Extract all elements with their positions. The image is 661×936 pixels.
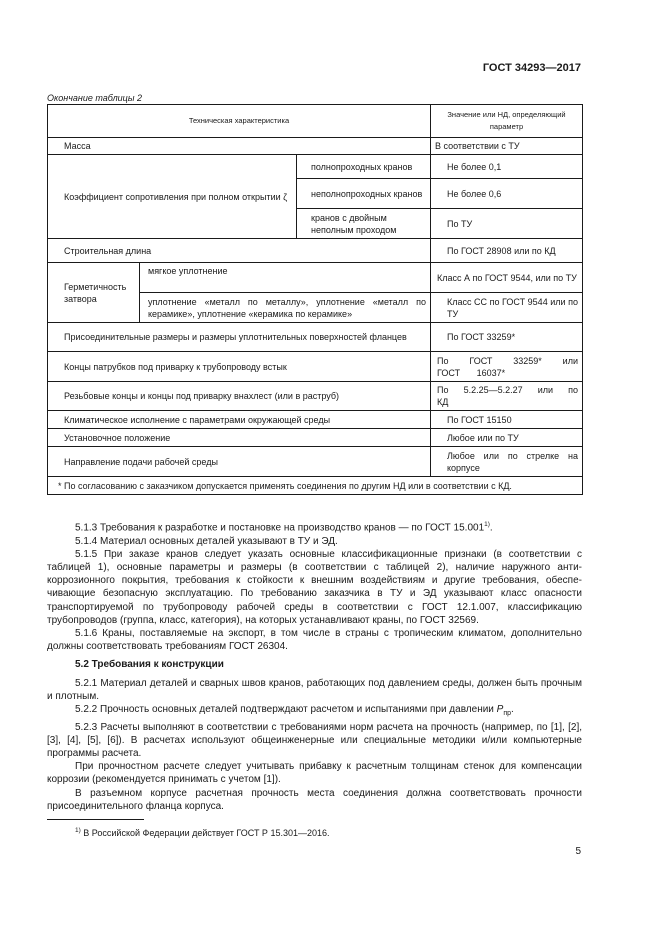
paragraph-5-2-2-text: 5.2.2 Прочность основных деталей подтверждают расчетом и испытаниями при давлении: [75, 704, 497, 716]
sub-label-full-bore: полнопроходных кранов: [297, 155, 431, 179]
section-heading-5-2: 5.2 Требования к конструкции: [75, 659, 224, 670]
pressure-subscript: пр: [503, 710, 512, 718]
paragraph-5-2-3-c: В разъемном корпусе расчетная прочность места соединения должна соответствовать прочности присоединительного фланца корпуса.: [47, 787, 582, 812]
paragraph-5-1-6: 5.1.6 Краны, поставляемые на экспорт, в том числе в страны с тропическим климатом, дополнительно должны соответствовать требованиям ГОСТ 26304.: [47, 627, 582, 653]
paragraph-5-1-3: [47, 518, 582, 535]
col-header-value: Значение или НД, определяющий параметр: [431, 105, 583, 138]
row-label-mass: Масса: [48, 138, 431, 155]
footnote-divider: [47, 819, 144, 820]
row-value-climatic: По ГОСТ 15150: [431, 411, 583, 429]
paragraph-5-1-3-text: 5.1.3 Требования к разработке и постановке на производство кранов — по ГОСТ 15.001: [75, 522, 485, 534]
row-value-connecting: По ГОСТ 33259*: [431, 323, 583, 352]
table-note-row: [48, 477, 583, 495]
row-label-tightness: Герметичность затвора: [48, 263, 140, 323]
sub-value-metal-seal: Класс СС по ГОСТ 9544 или по ТУ: [431, 293, 583, 323]
table-header-row: [48, 105, 583, 138]
footnote: [75, 827, 330, 838]
row-label-climatic: Климатическое исполнение с параметрами окружающей среды: [48, 411, 431, 429]
paragraph-5-2-1: 5.2.1 Материал деталей и сварных швов кранов, работающих под давлением среды, должен быть прочным и плотным.: [47, 678, 582, 703]
row-label-length: Строительная длина: [48, 239, 431, 263]
table-row: [48, 352, 583, 382]
table-row: [48, 447, 583, 477]
page-number: 5: [575, 846, 581, 857]
row-value-position: Любое или по ТУ: [431, 429, 583, 447]
table-row: [48, 411, 583, 429]
sub-value-double-reduced: По ТУ: [431, 209, 583, 239]
table-row: [48, 323, 583, 352]
sub-value-full-bore: Не более 0,1: [431, 155, 583, 179]
sub-label-double-reduced: кранов с двойным неполным проходом: [297, 209, 431, 239]
row-value-threaded: По 5.2.25—5.2.27 или по КД: [431, 382, 583, 411]
sub-label-metal-seal: уплотнение «металл по металлу», уплотнение «металл по керамике», уплотнение «керамика по керамике»: [140, 293, 431, 323]
table-row: [48, 155, 583, 179]
sub-value-reduced-bore: Не более 0,6: [431, 179, 583, 209]
characteristics-table: [47, 104, 583, 495]
row-label-threaded: Резьбовые концы и концы под приварку внахлест (или в раструб): [48, 382, 431, 411]
paragraph-5-1-4: 5.1.4 Материал основных деталей указывают в ТУ и ЭД.: [75, 535, 338, 547]
row-value-welding: По ГОСТ 33259* или ГОСТ 16037*: [431, 352, 583, 382]
col-header-characteristic: Техническая характеристика: [48, 105, 431, 138]
row-label-flow: Направление подачи рабочей среды: [48, 447, 431, 477]
footnote-mark: 1): [75, 827, 81, 834]
section-5-1-text: [47, 518, 582, 653]
paragraph-5-2-3-b: При прочностном расчете следует учитывать прибавку к расчетным толщинам стенок для компенсации коррозии (рекомендуется принимать с учетом [1]).: [47, 761, 582, 786]
row-value-mass: В соответствии с ТУ: [431, 138, 583, 155]
paragraph-5-2-2-end: .: [511, 704, 514, 716]
table-row: [48, 382, 583, 411]
section-5-2-text: [47, 677, 582, 813]
footnote-ref: 1): [484, 521, 490, 528]
table-row: [48, 239, 583, 263]
table-row: [48, 138, 583, 155]
row-label-position: Установочное положение: [48, 429, 431, 447]
standard-number: ГОСТ 34293—2017: [482, 62, 581, 74]
pressure-symbol: P: [496, 704, 504, 716]
row-label-resistance: Коэффициент сопротивления при полном открытии ζ: [48, 155, 297, 239]
table-row: [48, 263, 583, 293]
paragraph-5-1-3-end: .: [489, 522, 493, 534]
paragraph-5-2-2: [47, 703, 582, 720]
table-note: * По согласованию с заказчиком допускается применять соединения по другим НД или в соответствии с КД.: [48, 477, 583, 495]
sub-label-reduced-bore: неполнопроходных кранов: [297, 179, 431, 209]
footnote-text: В Российской Федерации действует ГОСТ Р 15.301—2016.: [80, 828, 330, 838]
row-value-length: По ГОСТ 28908 или по КД: [431, 239, 583, 263]
paragraph-5-2-3: 5.2.3 Расчеты выполняют в соответствии с требованиями норм расчета на прочность (например, по [1], [2], [3], [4], [5], [6]). В расчетах используют общеинженерные или специальные методики и/или компьютерные программы расчета.: [47, 721, 582, 760]
row-label-welding: Концы патрубков под приварку к трубопроводу встык: [48, 352, 431, 382]
row-value-flow: Любое или по стрелке на корпусе: [431, 447, 583, 477]
table-row: [48, 429, 583, 447]
paragraph-5-1-5: 5.1.5 При заказе кранов следует указать основные классификационные признаки (в соответствии с таблицей 1), основные параметры и размеры (в соответствии с таблицей 2), наличие наружного антикоррозионного покрытия, требования к стойкости к внешним воздействиям и другие требования, обеспечивающие безопасную эксплуатацию. По требованию заказчика в ТУ и ЭД указывают класс опасности транспортируемой по трубопроводу рабочей среды в соответствии с ГОСТ 12.1.007, классификацию трубопроводов (группа, класс, категория), на которых устанавливают краны, по ГОСТ 32569.: [47, 548, 582, 626]
sub-label-soft-seal: мягкое уплотнение: [140, 263, 431, 293]
row-label-connecting: Присоединительные размеры и размеры уплотнительных поверхностей фланцев: [48, 323, 431, 352]
table-caption: Окончание таблицы 2: [47, 93, 142, 103]
sub-value-soft-seal: Класс А по ГОСТ 9544, или по ТУ: [431, 263, 583, 293]
